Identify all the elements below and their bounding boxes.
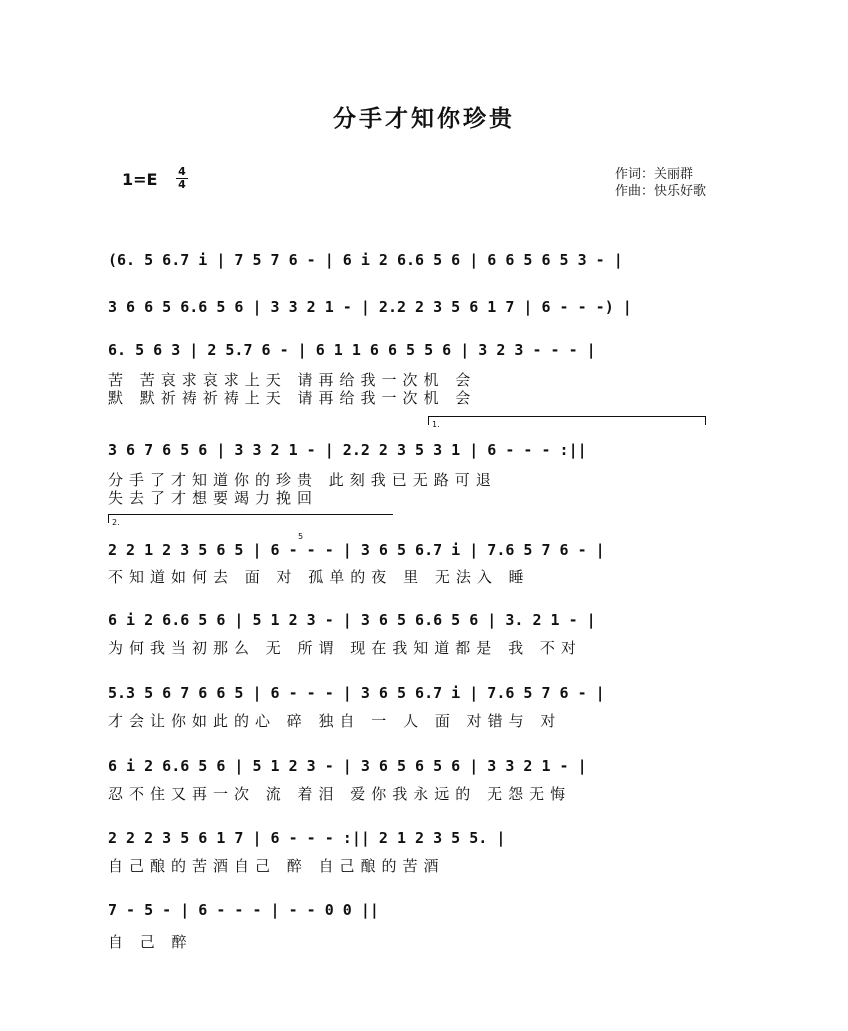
notation-line-7: 5.3 5 6 7 6 6 5 | 6 - - - | 3 6 5 6.7 i | 7.6 5 7 6 - | — [108, 684, 605, 702]
notation-line-5: 2 2 1 2 3 5 6 5 | 6 - - - | 3 6 5 6.7 i | 7.6 5 7 6 - | — [108, 541, 605, 559]
time-signature-top: 4 — [178, 165, 186, 178]
composer-credit: 作曲：快乐好歌 — [615, 184, 707, 199]
first-ending-number: 1. — [432, 420, 440, 429]
lyric-line-9: 自己酿的苦酒自己 醉 自己酿的苦酒 — [108, 857, 445, 875]
lyric-line-4a: 分手了才知道你的珍贵 此刻我已无路可退 — [108, 471, 497, 489]
lyric-line-7: 才会让你如此的心 碎 独自 一 人 面 对错与 对 — [108, 712, 562, 730]
time-signature — [176, 166, 188, 191]
first-ending-bracket — [428, 416, 706, 425]
lyric-line-10: 自 己 醉 — [108, 933, 193, 951]
notation-line-3: 6. 5 6 3 | 2 5.7 6 - | 6 1 1 6 6 5 5 6 | 3 2 3 - - - | — [108, 341, 596, 359]
lyric-line-6: 为何我当初那么 无 所谓 现在我知道都是 我 不对 — [108, 639, 582, 657]
segno-mark: 5 — [298, 532, 304, 541]
second-ending-bracket — [108, 514, 393, 523]
time-signature-bottom: 4 — [176, 178, 188, 191]
notation-line-8: 6 i 2 6.6 5 6 | 5 1 2 3 - | 3 6 5 6 5 6 | 3 3 2 1 - | — [108, 757, 587, 775]
notation-line-9: 2 2 2 3 5 6 1 7 | 6 - - - :|| 2 1 2 3 5 5. | — [108, 829, 506, 847]
lyric-line-5: 不知道如何去 面 对 孤单的夜 里 无法入 睡 — [108, 568, 530, 586]
lyric-line-3b: 默 默祈祷祈祷上天 请再给我一次机 会 — [108, 389, 477, 407]
lyricist-credit: 作词：关丽群 — [615, 167, 694, 182]
notation-line-1: (6. 5 6.7 i | 7 5 7 6 - | 6 i 2 6.6 5 6 | 6 6 5 6 5 3 - | — [108, 251, 623, 269]
notation-line-6: 6 i 2 6.6 5 6 | 5 1 2 3 - | 3 6 5 6.6 5 6 | 3. 2 1 - | — [108, 611, 596, 629]
lyric-line-4b: 失去了才想要竭力挽回 — [108, 489, 319, 507]
lyric-line-3a: 苦 苦哀求哀求上天 请再给我一次机 会 — [108, 371, 477, 389]
key-signature: 1=E — [122, 170, 158, 189]
notation-line-10: 7 - 5 - | 6 - - - | - - 0 0 || — [108, 901, 379, 919]
notation-line-4: 3 6 7 6 5 6 | 3 3 2 1 - | 2.2 2 3 5 3 1 | 6 - - - :|| — [108, 441, 587, 459]
second-ending-number: 2. — [112, 518, 120, 527]
song-title: 分手才知你珍贵 — [333, 106, 515, 132]
notation-line-2: 3 6 6 5 6.6 5 6 | 3 3 2 1 - | 2.2 2 3 5 6 1 7 | 6 - - -) | — [108, 298, 632, 316]
lyric-line-8: 忍不住又再一次 流 着泪 爱你我永远的 无怨无悔 — [108, 785, 572, 803]
